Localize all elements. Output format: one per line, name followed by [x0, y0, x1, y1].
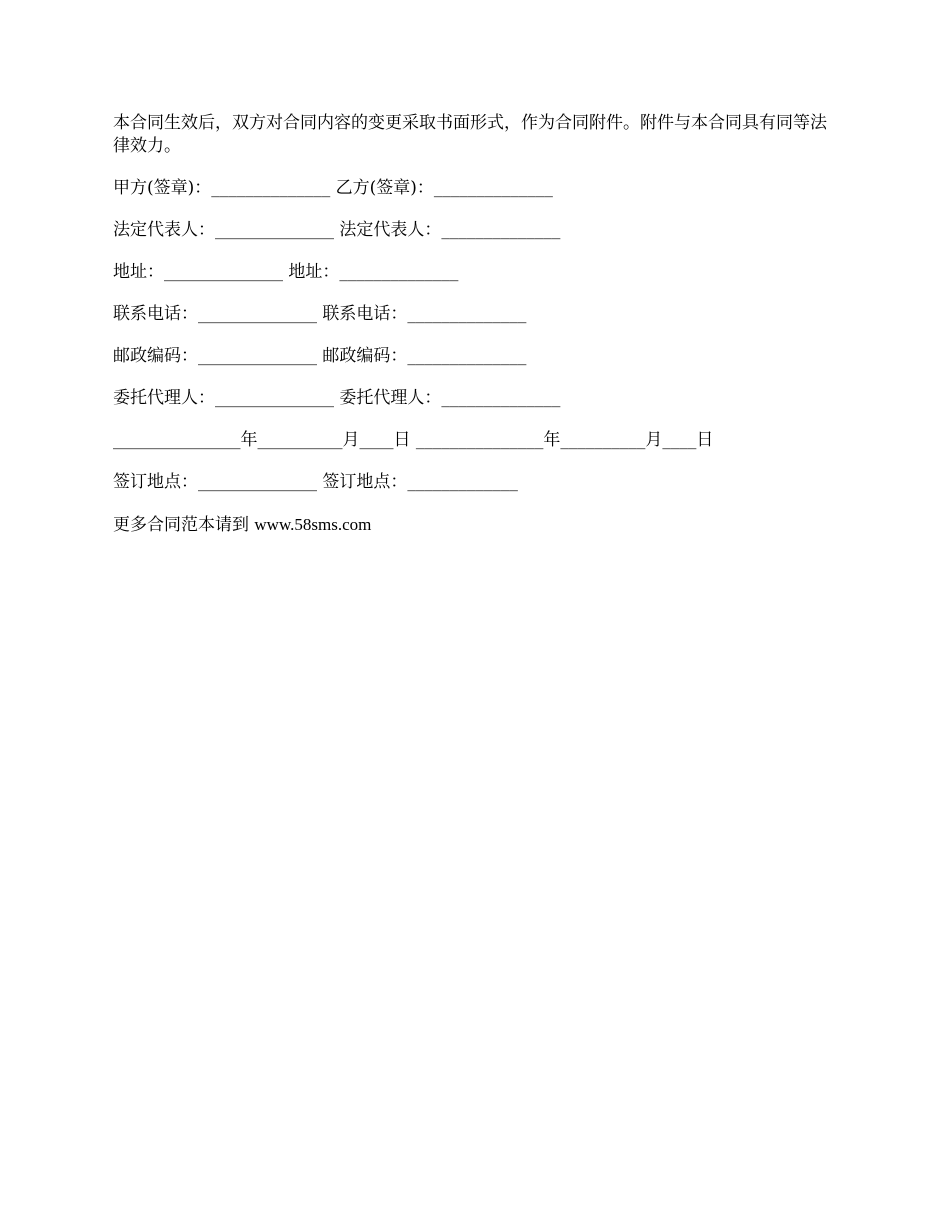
party-b-signing-place: 签订地点：_____________: [322, 472, 518, 492]
footer-url: www.58sms.com: [254, 515, 372, 534]
party-a-signature: 甲方(签章)：______________: [113, 178, 331, 198]
party-a-address: 地址：______________: [113, 262, 283, 282]
signature-line-party: [113, 177, 843, 200]
date-line: [113, 429, 843, 452]
party-b-address: 地址：______________: [288, 262, 459, 282]
footer-prefix: 更多合同范本请到: [113, 515, 249, 535]
party-b-legal-rep: 法定代表人：______________: [339, 220, 561, 240]
footer-note: [113, 513, 843, 536]
party-b-signature: 乙方(签章)：______________: [335, 178, 553, 198]
party-b-postal-code: 邮政编码：______________: [322, 346, 527, 366]
postal-code-line: [113, 345, 843, 368]
intro-paragraph: 本合同生效后，双方对合同内容的变更采取书面形式，作为合同附件。附件与本合同具有同等法律效力。: [113, 113, 827, 156]
phone-line: [113, 303, 843, 326]
agent-line: [113, 387, 843, 410]
party-b-date: _______________年__________月____日: [415, 430, 714, 450]
party-a-agent: 委托代理人：______________: [113, 388, 334, 408]
party-b-agent: 委托代理人：______________: [339, 388, 561, 408]
party-a-phone: 联系电话：______________: [113, 304, 317, 324]
legal-representative-line: [113, 219, 843, 242]
address-line: [113, 261, 843, 284]
signing-place-line: [113, 471, 843, 494]
party-a-legal-rep: 法定代表人：______________: [113, 220, 334, 240]
document-page: [113, 112, 843, 536]
party-a-date: _______________年__________月____日: [113, 430, 411, 450]
party-b-phone: 联系电话：______________: [322, 304, 527, 324]
party-a-postal-code: 邮政编码：______________: [113, 346, 317, 366]
party-a-signing-place: 签订地点：______________: [113, 472, 317, 492]
